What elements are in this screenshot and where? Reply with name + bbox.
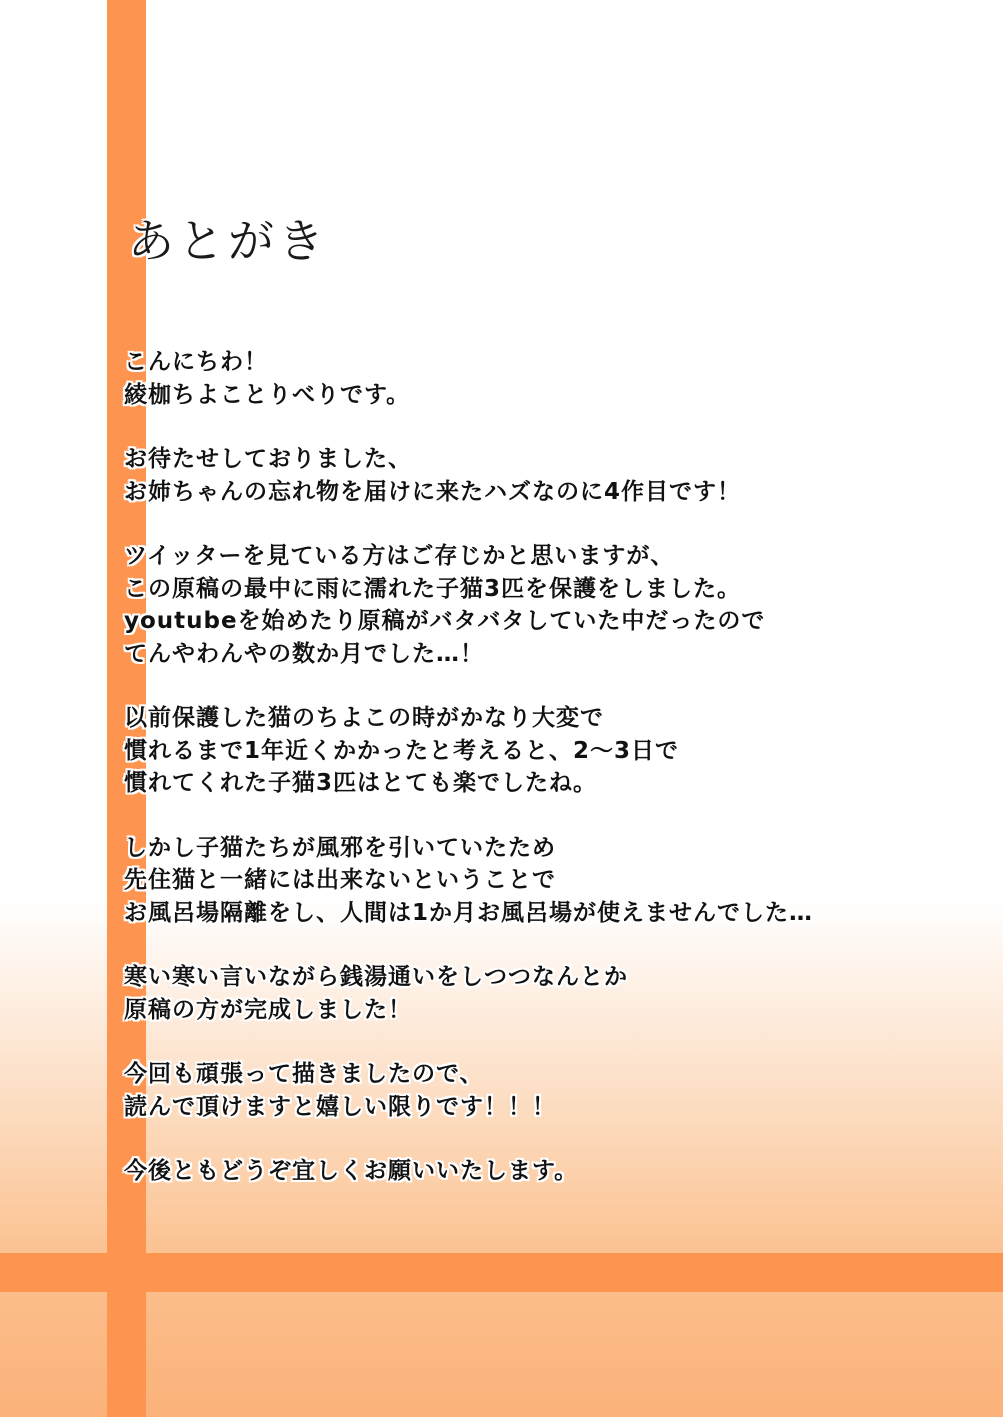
text-line: 慣れるまで1年近くかかったと考えると、2〜3日で	[124, 737, 680, 764]
text-line: お姉ちゃんの忘れ物を届けに来たハズなのに4作目です！	[124, 478, 742, 505]
paragraph-previous-cat	[124, 702, 984, 800]
paragraph-announcement	[124, 443, 984, 508]
paragraph-kittens	[124, 540, 984, 670]
text-line: 綾枷ちよことりべりです。	[124, 381, 411, 408]
text-line: しかし子猫たちが風邪を引いていたため	[124, 834, 556, 861]
text-line: 原稿の方が完成しました！	[124, 996, 412, 1023]
paragraph-greeting	[124, 346, 984, 411]
paragraph-closing	[124, 1155, 984, 1188]
paragraph-hope	[124, 1058, 984, 1123]
text-line: お風呂場隔離をし、人間は1か月お風呂場が使えませんでした…	[124, 899, 814, 926]
text-line: こんにちわ！	[124, 349, 268, 375]
text-line: 先住猫と一緒には出来ないということで	[124, 867, 556, 893]
paragraph-quarantine	[124, 832, 984, 930]
text-line: お待たせしておりました、	[124, 446, 412, 472]
paragraph-completion	[124, 961, 984, 1026]
text-line: 今後ともどうぞ宜しくお願いいたします。	[124, 1158, 579, 1184]
text-line: この原稿の最中に雨に濡れた子猫3匹を保護をしました。	[124, 575, 742, 602]
page-title: あとがき	[128, 214, 328, 268]
afterword-content	[124, 210, 984, 1220]
text-line: 以前保護した猫のちよこの時がかなり大変で	[124, 705, 604, 731]
text-line: ツイッターを見ている方はご存じかと思いますが、	[124, 543, 675, 569]
text-line: 読んで頂けますと嬉しい限りです！！！	[124, 1093, 556, 1120]
text-line: youtubeを始めたり原稿がバタバタしていた中だったので	[124, 608, 766, 634]
text-line: 慣れてくれた子猫3匹はとても楽でしたね。	[124, 770, 598, 796]
text-line: てんやわんやの数か月でした…！	[124, 640, 484, 667]
text-line: 今回も頑張って描きましたので、	[124, 1061, 484, 1087]
text-line: 寒い寒い言いながら銭湯通いをしつつなんとか	[124, 964, 628, 990]
horizontal-stripe	[0, 1253, 1003, 1292]
